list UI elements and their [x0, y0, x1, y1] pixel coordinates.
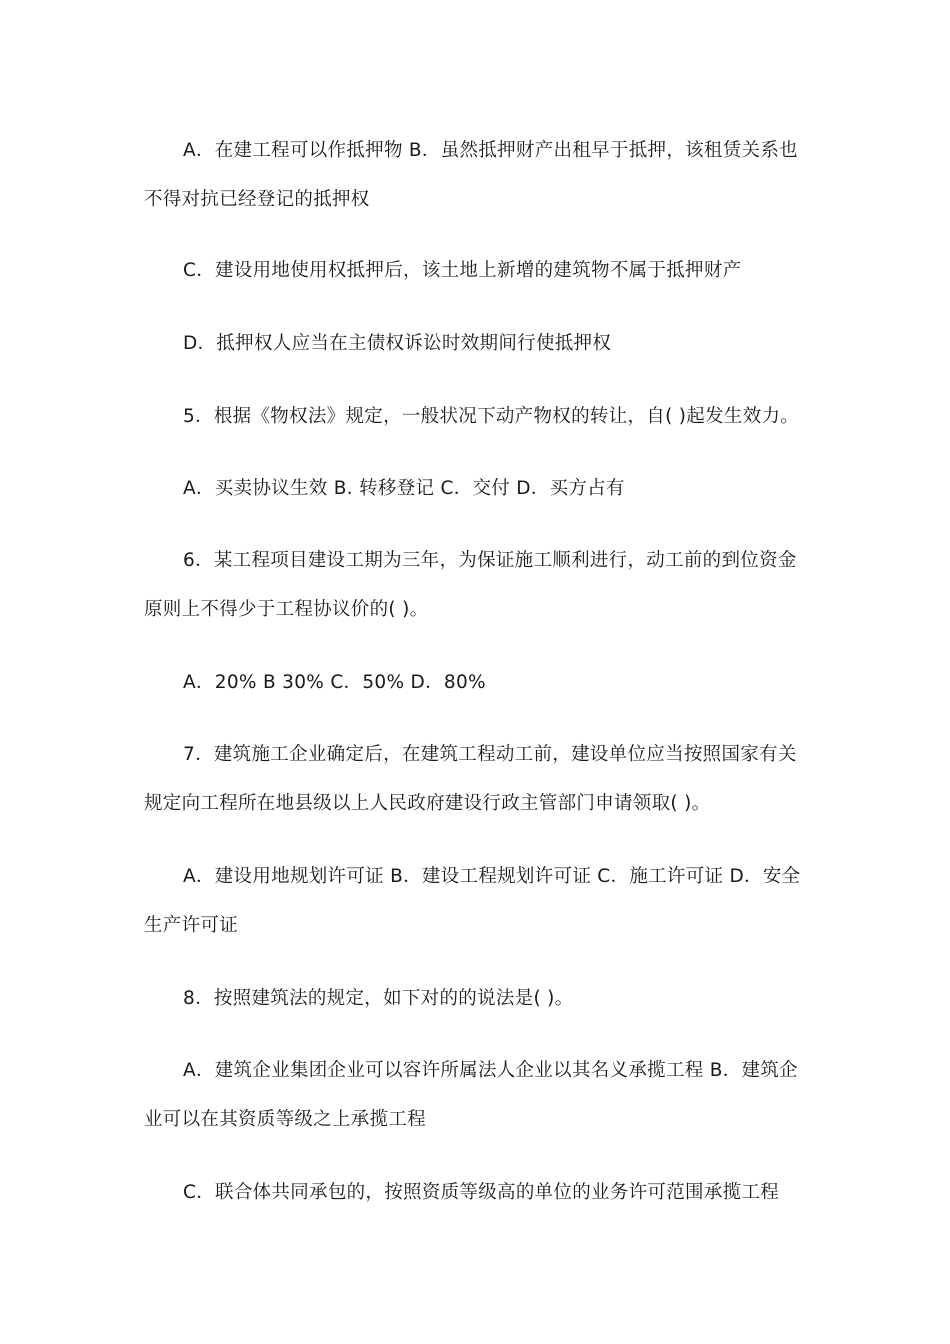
paragraph-option-c-mortgage: C．建设用地使用权抵押后，该土地上新增的建筑物不属于抵押财产: [183, 260, 742, 281]
question-6: 6．某工程项目建设工期为三年，为保证施工顺利进行，动工前的到位资金原则上不得少于工程协议价的( )。: [144, 550, 797, 620]
question-7-options: A．建设用地规划许可证 B．建设工程规划许可证 C．施工许可证 D．安全生产许可证: [144, 866, 801, 936]
question-6-options: A．20% B 30% C．50% D．80%: [183, 672, 486, 693]
paragraph-option-a-b-mortgage: A．在建工程可以作抵押物 B．虽然抵押财产出租早于抵押，该租赁关系也不得对抗已经登记的抵押权: [144, 140, 798, 210]
question-8: 8．按照建筑法的规定，如下对的的说法是( )。: [183, 988, 574, 1009]
question-8-option-c: C．联合体共同承包的，按照资质等级高的单位的业务许可范围承揽工程: [183, 1182, 780, 1203]
paragraph-option-d-mortgage: D．抵押权人应当在主债权诉讼时效期间行使抵押权: [183, 333, 612, 354]
question-8-options-a-b: A．建筑企业集团企业可以容许所属法人企业以其名义承揽工程 B．建筑企业可以在其资质等级之上承揽工程: [144, 1060, 798, 1130]
question-5-options: A．买卖协议生效 B. 转移登记 C．交付 D．买方占有: [183, 478, 625, 499]
question-5: 5．根据《物权法》规定，一般状况下动产物权的转让，自( )起发生效力。: [183, 406, 800, 427]
question-7: 7．建筑施工企业确定后，在建筑工程动工前，建设单位应当按照国家有关规定向工程所在地县级以上人民政府建设行政主管部门申请领取( )。: [144, 744, 797, 814]
